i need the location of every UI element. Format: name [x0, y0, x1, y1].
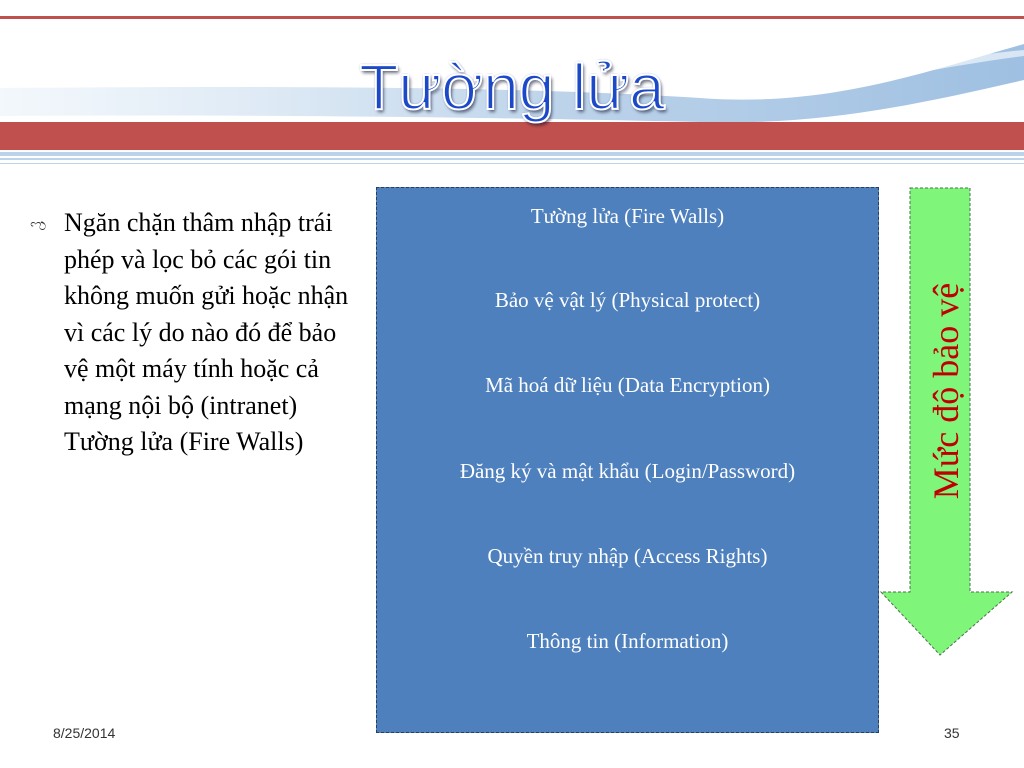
- protection-level-arrow: [879, 186, 1014, 658]
- layer-login-password: Đăng ký và mật khẩu (Login/Password): [459, 459, 796, 483]
- layer-data-encryption: Mã hoá dữ liệu (Data Encryption): [485, 373, 770, 397]
- layer-firewalls: Tường lửa (Fire Walls): [530, 204, 725, 228]
- footer-date: 8/25/2014: [53, 725, 116, 741]
- layer-access-rights: Quyền truy nhập (Access Rights): [487, 544, 768, 568]
- slide-title: Tường lửa: [359, 51, 665, 123]
- protection-level-label: Mức độ bảo vệ: [926, 282, 966, 500]
- script-bullet-icon: ಌ: [30, 215, 47, 235]
- layer-physical-protect: Bảo vệ vật lý (Physical protect): [494, 288, 761, 312]
- bullet-item: [30, 205, 355, 461]
- layer-information: Thông tin (Information): [526, 629, 729, 653]
- security-layers-box: [376, 187, 879, 733]
- bullet-text: Ngăn chặn thâm nhập trái phép và lọc bỏ các gói tin không muốn gửi hoặc nhận vì các lý do nào đó để bảo vệ một máy tính hoặc cả mạng nội bộ (intranet) Tường lửa (Fire Walls): [64, 208, 349, 456]
- page-number: 35: [944, 725, 960, 741]
